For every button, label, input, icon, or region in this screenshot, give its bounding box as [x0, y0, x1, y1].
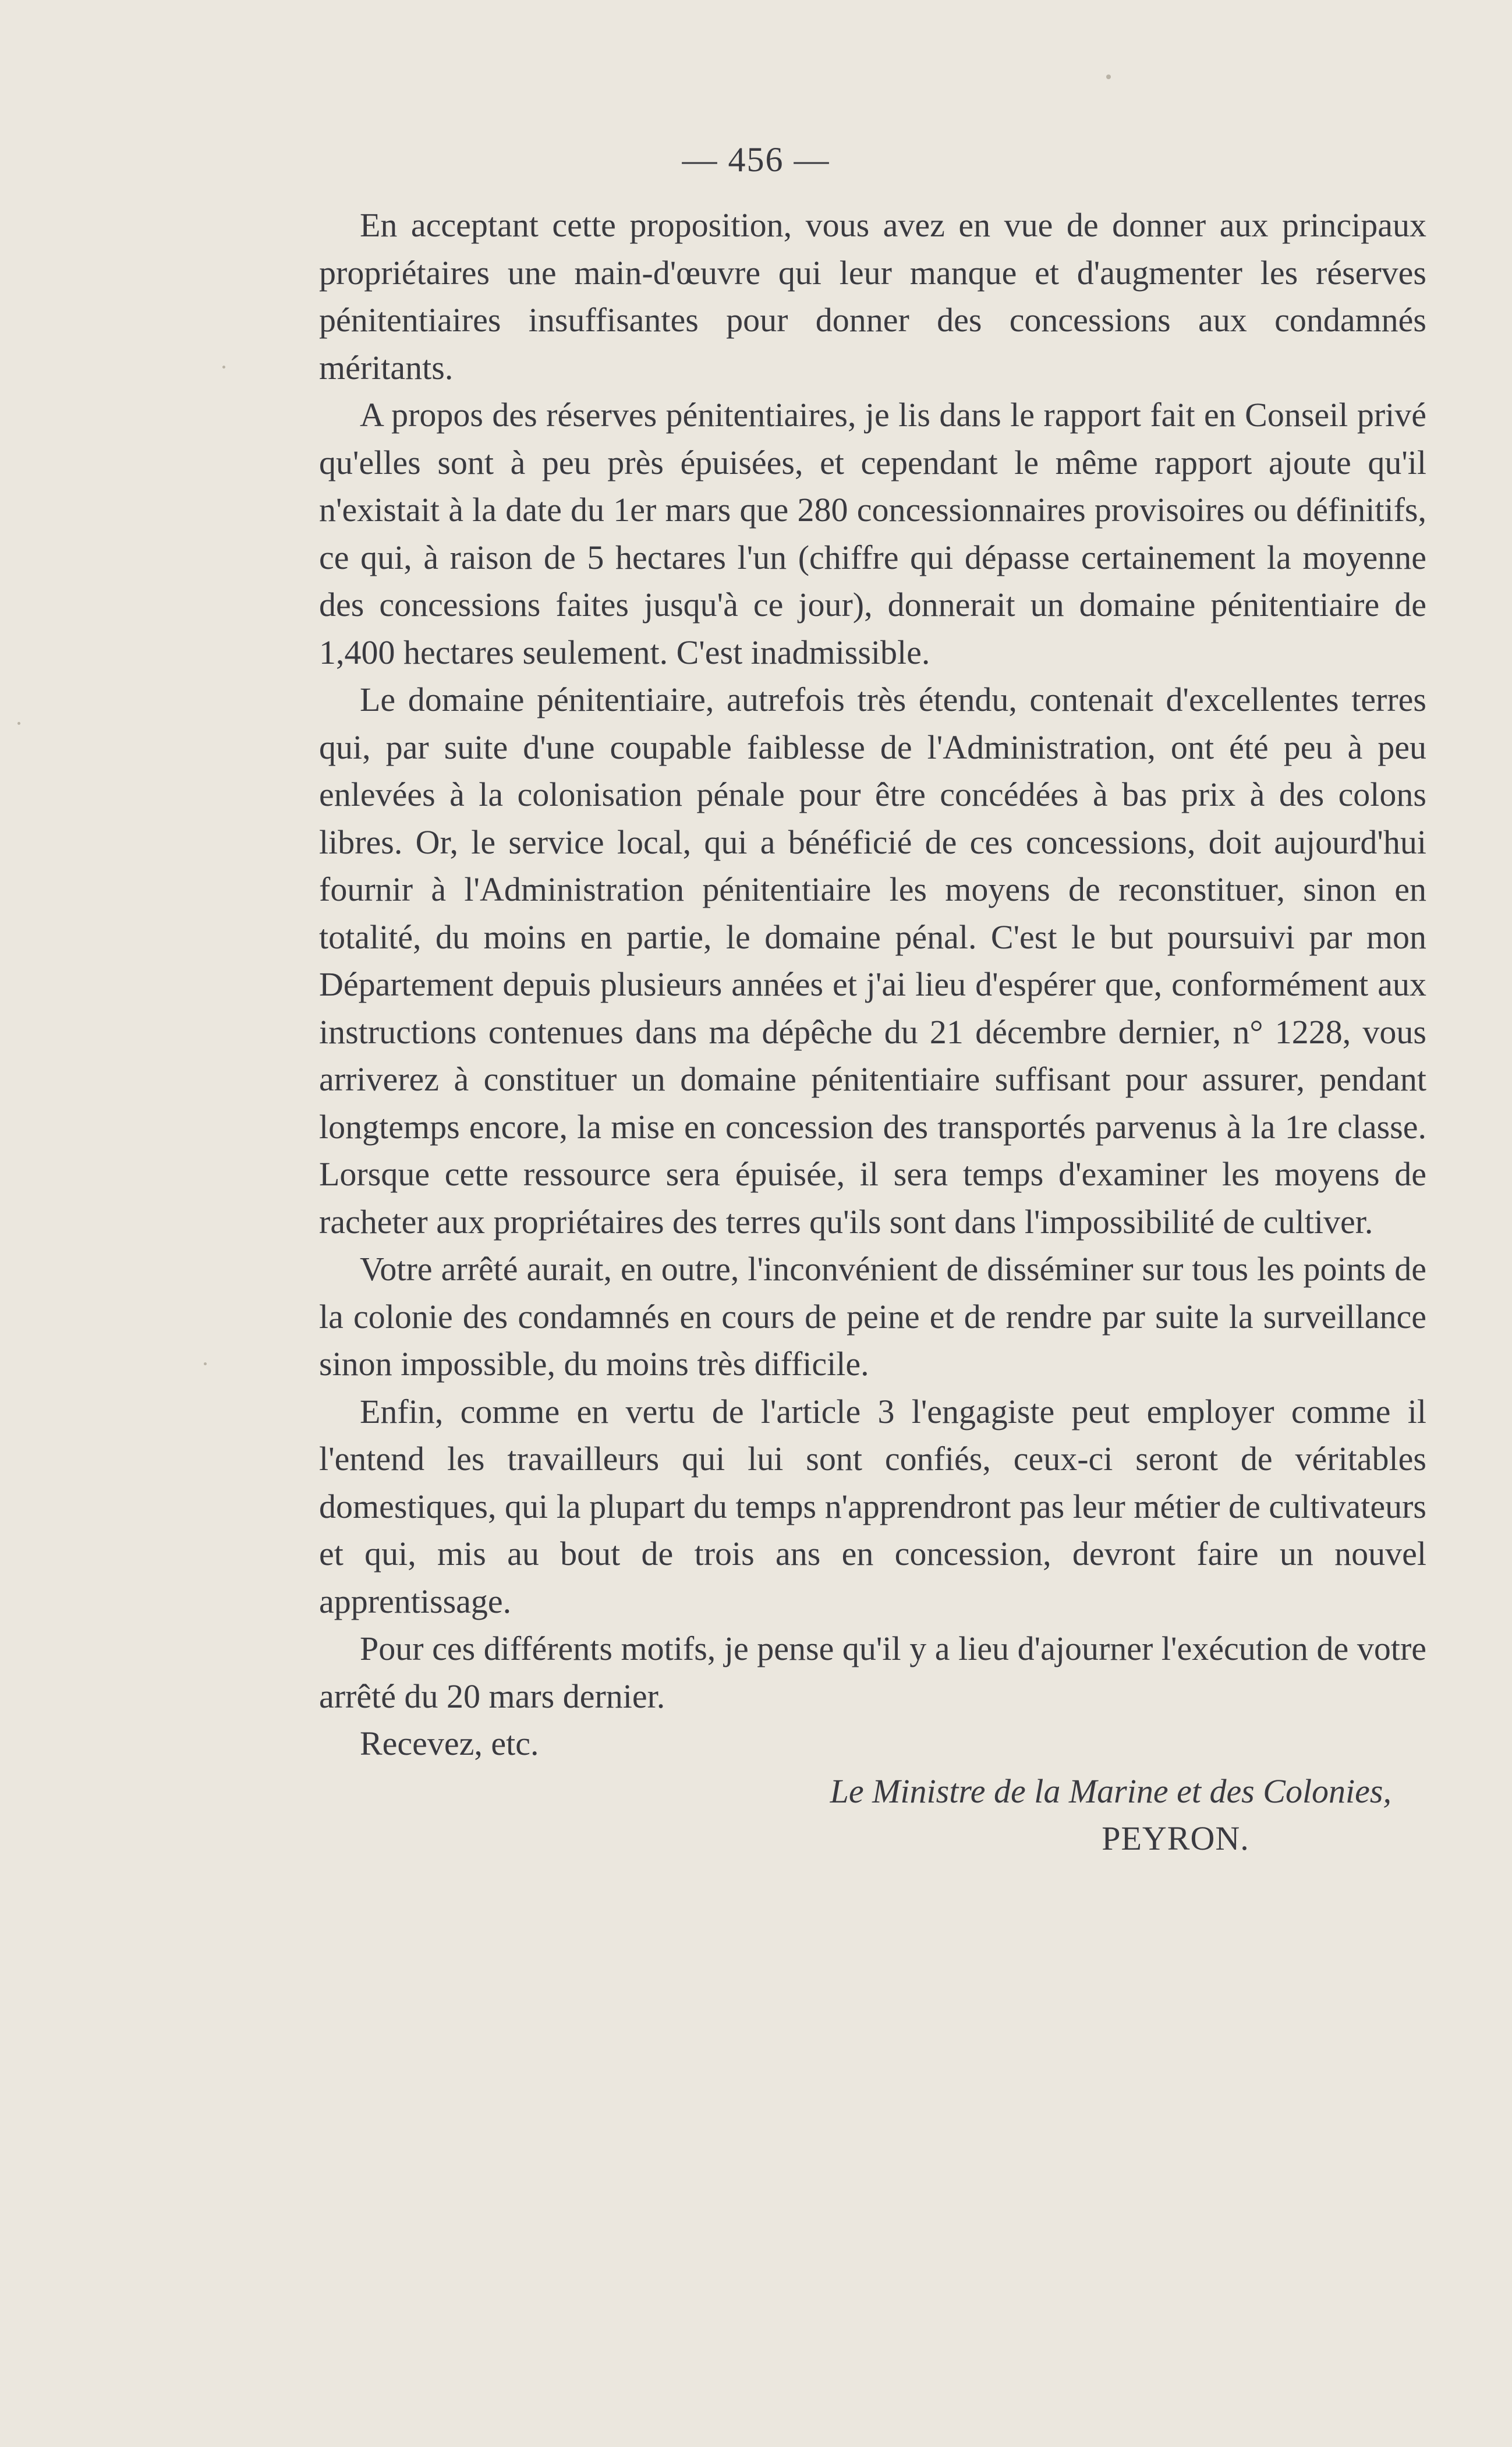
paragraph-6: Pour ces différents motifs, je pense qu'il y a lieu d'ajourner l'exécution de votre arrêté du 20 mars dernier.: [319, 1630, 1426, 1715]
paragraph-3: Le domaine pénitentiaire, autrefois très étendu, contenait d'excellentes terres qui, par suite d'une coupable faiblesse de l'Administration, ont été peu à peu enlevées à la colonisation pénale pour être concédées à bas prix à des colons libres. Or, le service local, qui a bénéficié de ces concessions, doit aujourd'hui fournir à l'Administration pénitentiaire les moyens de reconstituer, sinon en totalité, du moins en partie, le domaine pénal. C'est le but poursuivi par mon Département depuis plusieurs années et j'ai lieu d'espérer que, conformément aux instructions contenues dans ma dépêche du 21 décembre dernier, n° 1228, vous arriverez à constituer un domaine pénitentiaire suffisant pour assurer, pendant longtemps encore, la mise en concession des transportés parvenus à la 1re classe. Lorsque cette ressource sera épuisée, il sera temps d'examiner les moyens de racheter aux propriétaires des terres qu'ils sont dans l'impossibilité de cultiver.: [319, 681, 1426, 1241]
paper-speck: [17, 722, 20, 725]
paragraph-4: Votre arrêté aurait, en outre, l'inconvénient de disséminer sur tous les points de la colonie des condamnés en cours de peine et de rendre par suite la surveillance sinon impossible, du moins très difficile.: [319, 1250, 1426, 1383]
signature-title: Le Ministre de la Marine et des Colonies,: [830, 1772, 1391, 1810]
paragraph-2: A propos des réserves pénitentiaires, je lis dans le rapport fait en Conseil privé qu'elles sont à peu près épuisées, et cependant le même rapport ajoute qu'il n'existait à la date du 1er mars que 280 concessionnaires provisoires ou définitifs, ce qui, à raison de 5 hectares l'un (chiffre qui dépasse certainement la moyenne des concessions faites jusqu'à ce jour), donnerait un domaine pénitentiaire de 1,400 hectares seulement. C'est inadmissible.: [319, 396, 1426, 671]
paper-speck: [204, 1362, 207, 1365]
body-text: [319, 201, 1426, 1862]
paper-speck: [1106, 75, 1111, 79]
paragraph-1: En acceptant cette proposition, vous avez en vue de donner aux principaux propriétaires une main-d'œuvre qui leur manque et d'augmenter les réserves pénitentiaires insuffisantes pour donner des concessions aux condamnés méritants.: [319, 206, 1426, 387]
page-number: — 456 —: [682, 140, 830, 179]
closing-line: Recevez, etc.: [360, 1724, 539, 1762]
signer-name: PEYRON.: [1102, 1819, 1249, 1857]
paper-speck: [222, 366, 225, 369]
paragraph-5: Enfin, comme en vertu de l'article 3 l'engagiste peut employer comme il l'entend les travailleurs qui lui sont confiés, ceux-ci seront de véritables domestiques, qui la plupart du temps n'apprendront pas leur métier de cultivateurs et qui, mis au bout de trois ans en concession, devront faire un nouvel apprentissage.: [319, 1392, 1426, 1620]
